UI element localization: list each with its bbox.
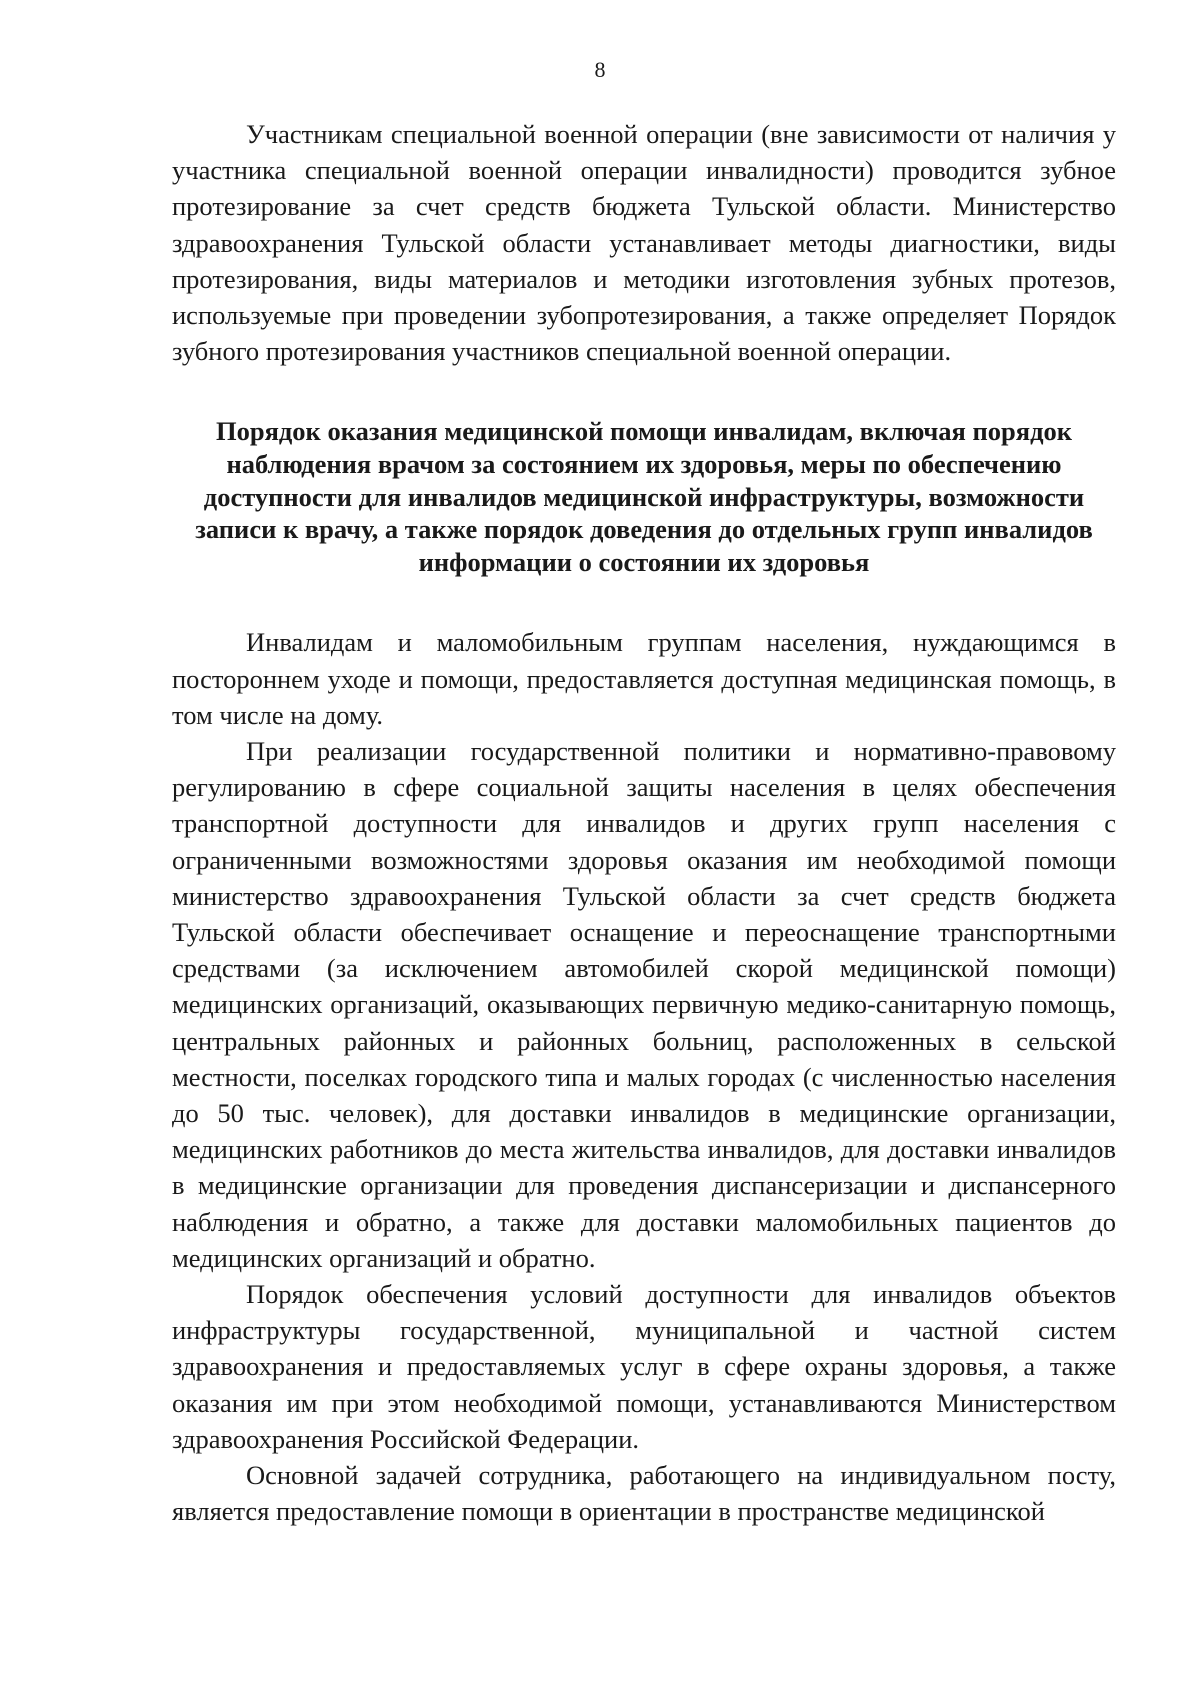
paragraph-dental-prosthetics: Участникам специальной военной операции (вне зависимости от наличия у участника специальной военной операции инвалидности) проводится зубное протезирование за счет средств бюджета Тульской области. Министерство здравоохранения Тульской области устанавливает методы диагностики, виды протезирования, виды материалов и методики изготовления зубных протезов, используемые при проведении зубопротезирования, а также определяет Порядок зубного протезирования участников специальной военной операции. <box>172 119 1116 367</box>
paragraph-home-care: Инвалидам и маломобильным группам населения, нуждающимся в постороннем уходе и помощи, предоставляется доступная медицинская помощь, в том числе на дому. <box>172 627 1116 730</box>
page-content <box>172 116 1116 1529</box>
paragraph-transport-accessibility: При реализации государственной политики и нормативно-правовому регулированию в сфере социальной защиты населения в целях обеспечения транспортной доступности для инвалидов и других групп населения с ограниченными возможностями здоровья оказания им необходимой помощи министерство здравоохранения Тульской области за счет средств бюджета Тульской области обеспечивает оснащение и переоснащение транспортными средствами (за исключением автомобилей скорой медицинской помощи) медицинских организаций, оказывающих первичную медико-санитарную помощь, центральных районных и районных больниц, расположенных в сельской местности, поселках городского типа и малых городах (с численностью населения до 50 тыс. человек), для доставки инвалидов в медицинские организации, медицинских работников до места жительства инвалидов, для доставки инвалидов в медицинские организации для проведения диспансеризации и диспансерного наблюдения и обратно, а также для доставки маломобильных пациентов до медицинских организаций и обратно. <box>172 736 1116 1273</box>
paragraph-individual-post: Основной задачей сотрудника, работающего на индивидуальном посту, является предоставление помощи в ориентации в пространстве медицинской <box>172 1460 1116 1527</box>
paragraph-infrastructure-accessibility: Порядок обеспечения условий доступности для инвалидов объектов инфраструктуры государственной, муниципальной и частной систем здравоохранения и предоставляемых услуг в сфере охраны здоровья, а также оказания им при этом необходимой помощи, устанавливаются Министерством здравоохранения Российской Федерации. <box>172 1279 1116 1454</box>
page-number: 8 <box>594 57 606 82</box>
section-heading: Порядок оказания медицинской помощи инвалидам, включая порядок наблюдения врачом за состоянием их здоровья, меры по обеспечению доступности для инвалидов медицинской инфраструктуры, возможности записи к врачу, а также порядок доведения до отдельных групп инвалидов информации о состоянии их здоровья <box>195 416 1093 577</box>
